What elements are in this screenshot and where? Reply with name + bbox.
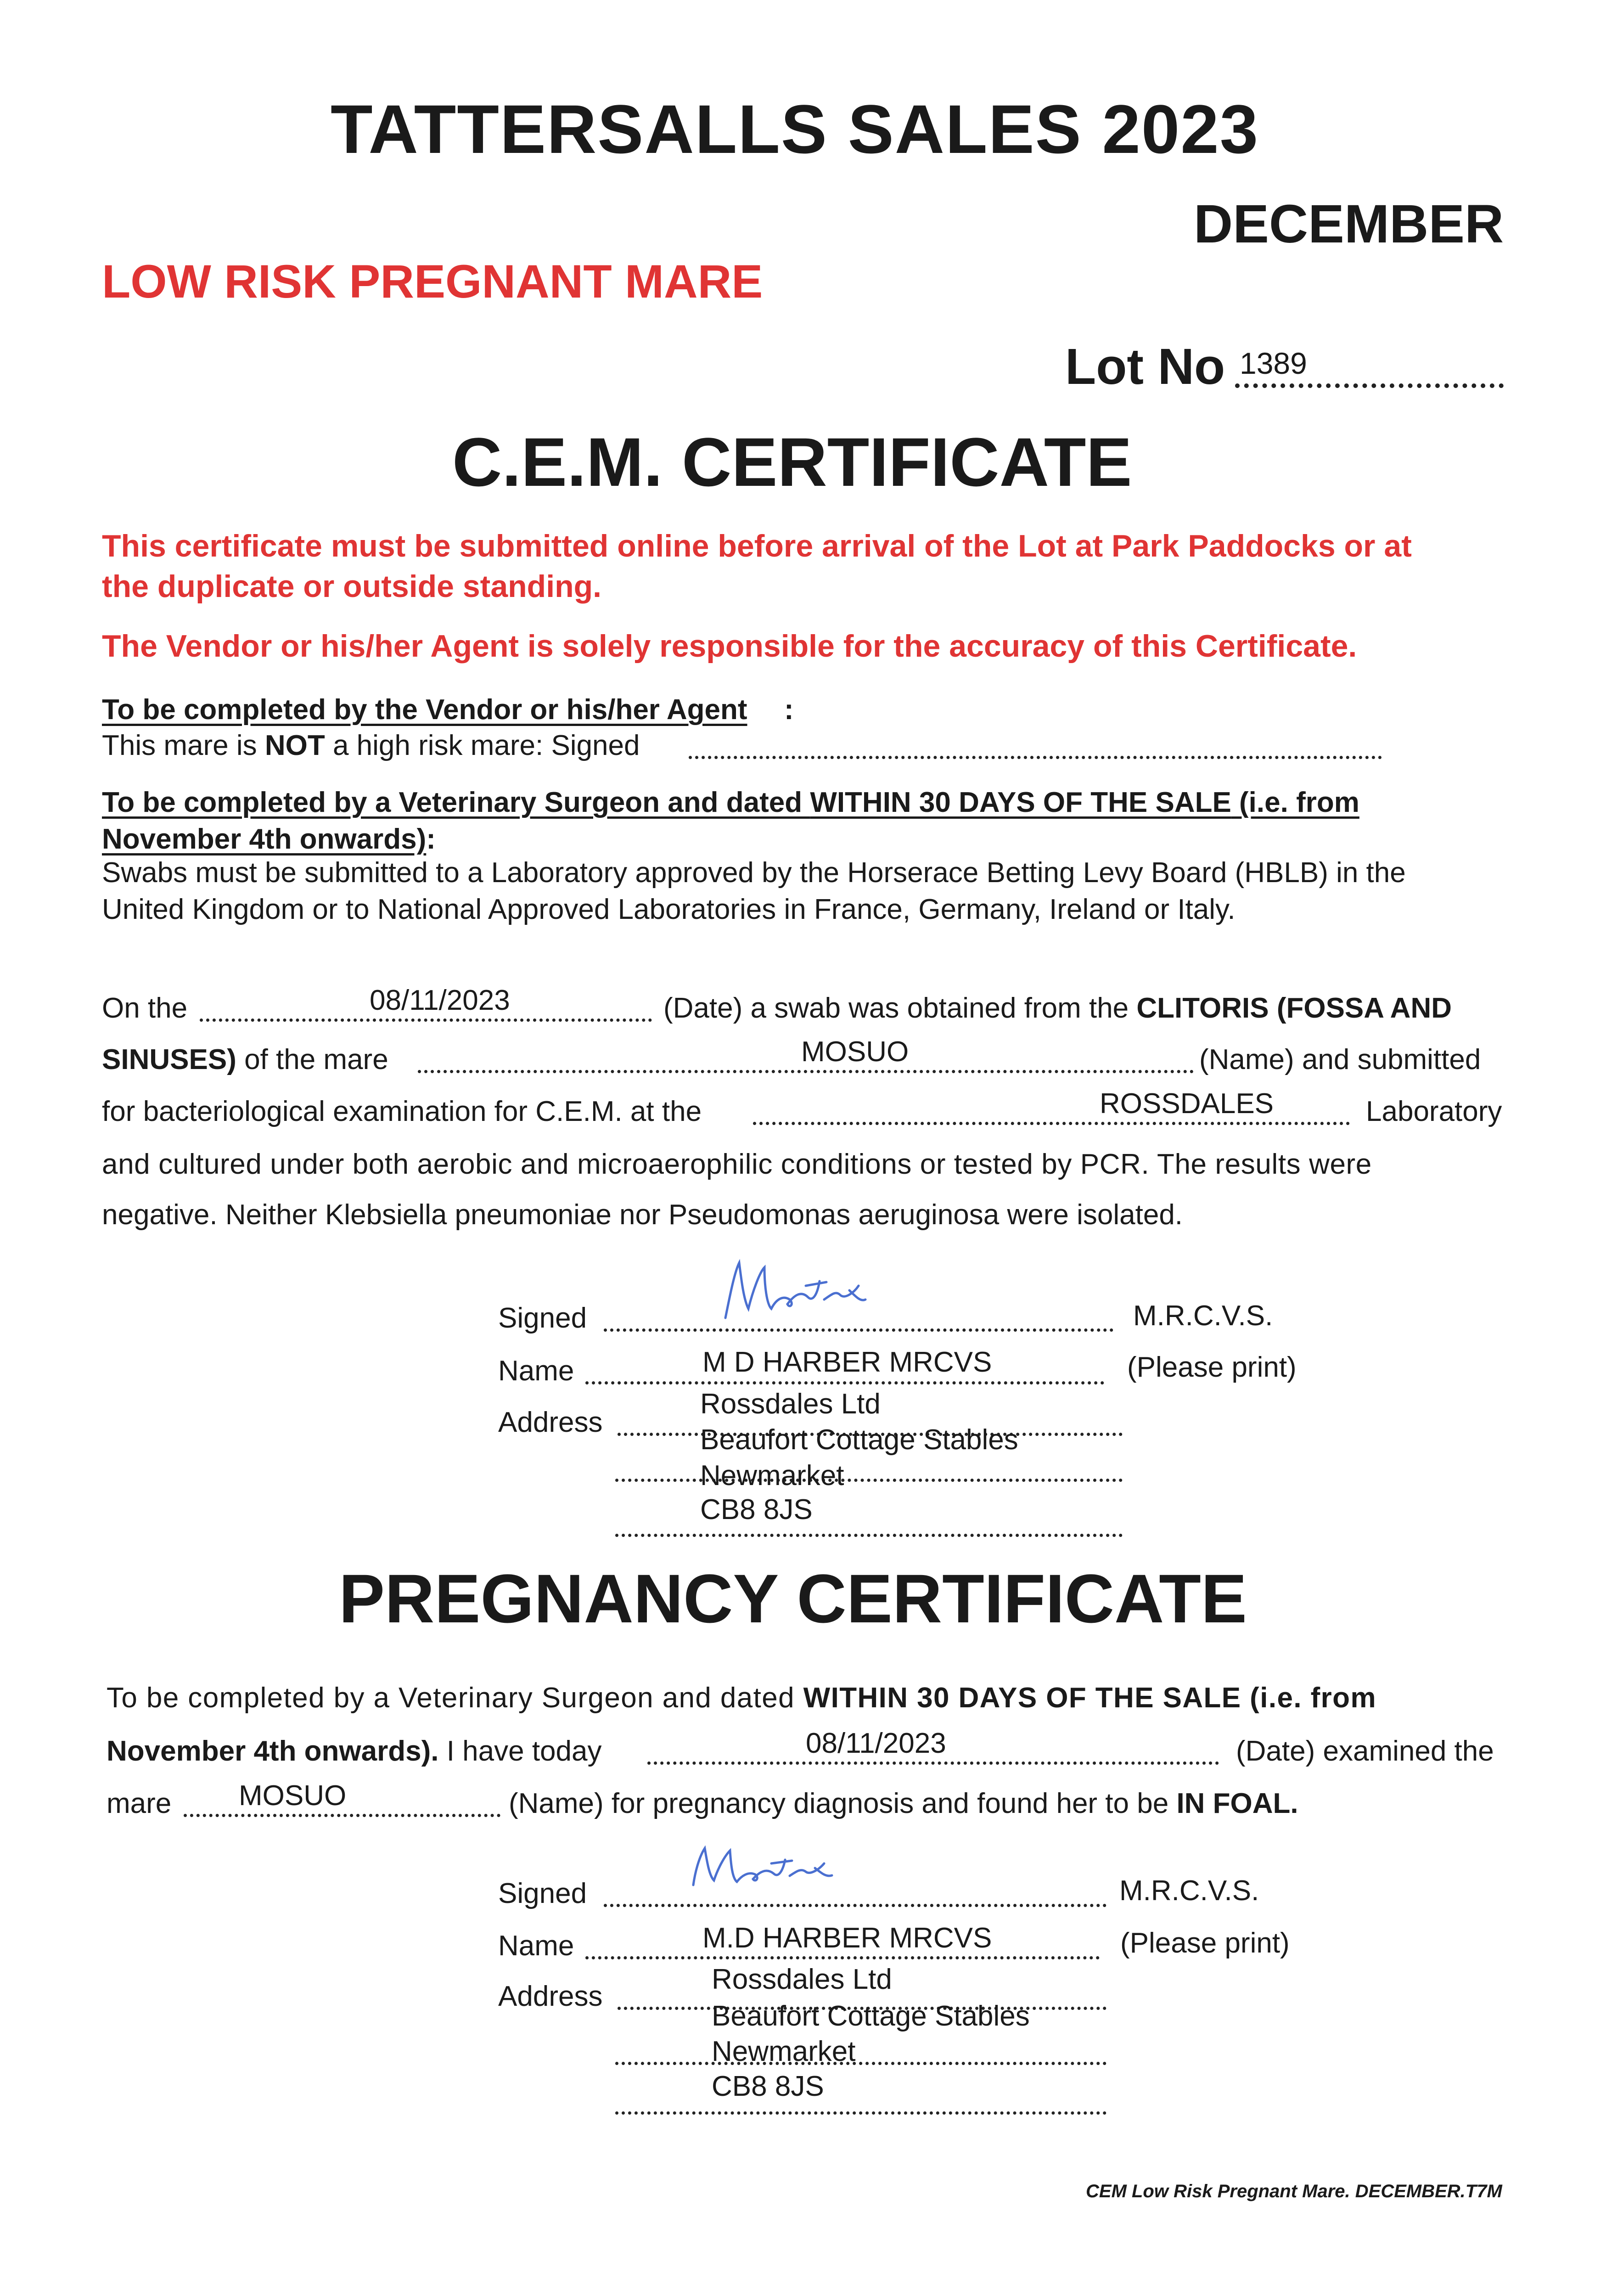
laboratory-field[interactable] <box>753 1088 1350 1125</box>
lot-number-value: 1389 <box>1240 346 1307 380</box>
sale-month: DECEMBER <box>1194 194 1504 254</box>
cem-please-print: (Please print) <box>1127 1351 1297 1383</box>
swab-line-5: negative. Neither Klebsiella pneumoniae nor Pseudomonas aeruginosa were isolated. <box>102 1199 1183 1231</box>
pregnancy-address-line-4: CB8 8JS <box>712 2071 824 2102</box>
laboratory-value: ROSSDALES <box>1100 1088 1274 1120</box>
cem-vet-signature <box>721 1254 868 1322</box>
pregnancy-line-1: To be completed by a Veterinary Surgeon and dated WITHIN 30 DAYS OF THE SALE (i.e. from <box>107 1682 1376 1714</box>
pregnancy-address-label: Address <box>498 1981 603 2012</box>
cem-address-field-3[interactable] <box>615 1511 1123 1537</box>
vendor-section-heading: To be completed by the Vendor or his/her Agent <box>102 694 747 726</box>
pregnancy-name-field[interactable] <box>585 1922 1100 1959</box>
cem-address-line-2: Beaufort Cottage Stables <box>700 1424 1018 1456</box>
cem-name-field[interactable] <box>585 1346 1104 1384</box>
cem-certificate-title: C.E.M. CERTIFICATE <box>452 423 1132 501</box>
pregnancy-certificate-title: PREGNANCY CERTIFICATE <box>339 1560 1247 1637</box>
swab-date-field[interactable] <box>200 985 652 1022</box>
mare-category: LOW RISK PREGNANT MARE <box>102 255 763 308</box>
pregnancy-line-3-label: mare <box>107 1788 172 1819</box>
pregnancy-address-line-1: Rossdales Ltd <box>712 1964 892 1995</box>
vet-section-heading: To be completed by a Veterinary Surgeon and dated WITHIN 30 DAYS OF THE SALE (i.e. from <box>102 787 1359 818</box>
examination-date-field[interactable] <box>647 1728 1219 1765</box>
sale-title: TATTERSALLS SALES 2023 <box>331 90 1259 168</box>
cem-address-field-2[interactable] <box>615 1456 1123 1482</box>
cem-address-line-1: Rossdales Ltd <box>700 1388 881 1420</box>
cem-address-line-4: CB8 8JS <box>700 1494 813 1525</box>
cem-mrcvs: M.R.C.V.S. <box>1133 1300 1273 1332</box>
pregnancy-mare-name-value: MOSUO <box>239 1780 347 1812</box>
vendor-declaration: This mare is NOT a high risk mare: Signed <box>102 730 640 761</box>
swab-line-3-text: Laboratory <box>1366 1096 1502 1127</box>
swab-requirement-2: United Kingdom or to National Approved Laboratories in France, Germany, Ireland or Italy. <box>102 894 1236 925</box>
pregnancy-address-line-3: Newmarket <box>712 2036 856 2067</box>
examination-date-value: 08/11/2023 <box>806 1728 946 1759</box>
cem-address-label: Address <box>498 1407 603 1438</box>
pregnancy-signature-field[interactable] <box>604 1881 1106 1907</box>
pregnancy-address-field-3[interactable] <box>615 2088 1106 2115</box>
pregnancy-signed-label: Signed <box>498 1878 587 1909</box>
cem-signed-label: Signed <box>498 1302 587 1334</box>
swab-line-3-label: for bacteriological examination for C.E.M. at the <box>102 1096 702 1127</box>
pregnancy-line-2-text: (Date) examined the <box>1236 1735 1494 1767</box>
pregnancy-name-label: Name <box>498 1930 574 1962</box>
swab-line-4: and cultured under both aerobic and microaerophilic conditions or tested by PCR. The results were <box>102 1148 1372 1180</box>
pregnancy-line-3-text: (Name) for pregnancy diagnosis and found her to be IN FOAL. <box>509 1788 1298 1819</box>
pregnancy-mare-name-field[interactable] <box>184 1780 500 1817</box>
pregnancy-address-line-2: Beaufort Cottage Stables <box>712 2000 1030 2032</box>
vet-section-heading-cont: November 4th onwards): <box>102 823 436 855</box>
swab-line-2-text: (Name) and submitted <box>1199 1044 1481 1075</box>
cem-address-line-3: Newmarket <box>700 1460 844 1491</box>
lot-number-field <box>1235 342 1504 388</box>
submission-notice: This certificate must be submitted online before arrival of the Lot at Park Paddocks or at <box>102 529 1412 563</box>
cem-name-label: Name <box>498 1355 574 1387</box>
vendor-signature-field[interactable] <box>689 734 1382 759</box>
pregnancy-address-field-2[interactable] <box>615 2039 1106 2065</box>
responsibility-notice: The Vendor or his/her Agent is solely responsible for the accuracy of this Certificate. <box>102 629 1357 664</box>
swab-line-2-label: SINUSES) of the mare <box>102 1044 388 1075</box>
lot-number-label: Lot No <box>1065 338 1225 395</box>
mare-name-value: MOSUO <box>801 1036 909 1068</box>
pregnancy-vet-signature <box>689 1841 836 1892</box>
submission-notice-cont: the duplicate or outside standing. <box>102 569 602 604</box>
mare-name-field[interactable] <box>418 1036 1194 1073</box>
cem-name-value: M D HARBER MRCVS <box>702 1346 992 1378</box>
swab-line-1-text: (Date) a swab was obtained from the CLITORIS (FOSSA AND <box>663 992 1452 1024</box>
pregnancy-name-value: M.D HARBER MRCVS <box>702 1922 992 1954</box>
form-code: CEM Low Risk Pregnant Mare. DECEMBER.T7M <box>1086 2181 1502 2201</box>
pregnancy-mrcvs: M.R.C.V.S. <box>1119 1875 1259 1907</box>
swab-requirement-1: Swabs must be submitted to a Laboratory approved by the Horserace Betting Levy Board (HBLB) in the <box>102 857 1406 889</box>
pregnancy-line-2-label: November 4th onwards). I have today <box>107 1735 602 1767</box>
pregnancy-please-print: (Please print) <box>1120 1927 1290 1959</box>
swab-line-1-label: On the <box>102 992 188 1024</box>
swab-date-value: 08/11/2023 <box>370 985 510 1016</box>
vendor-section-heading-colon: : <box>784 694 794 726</box>
